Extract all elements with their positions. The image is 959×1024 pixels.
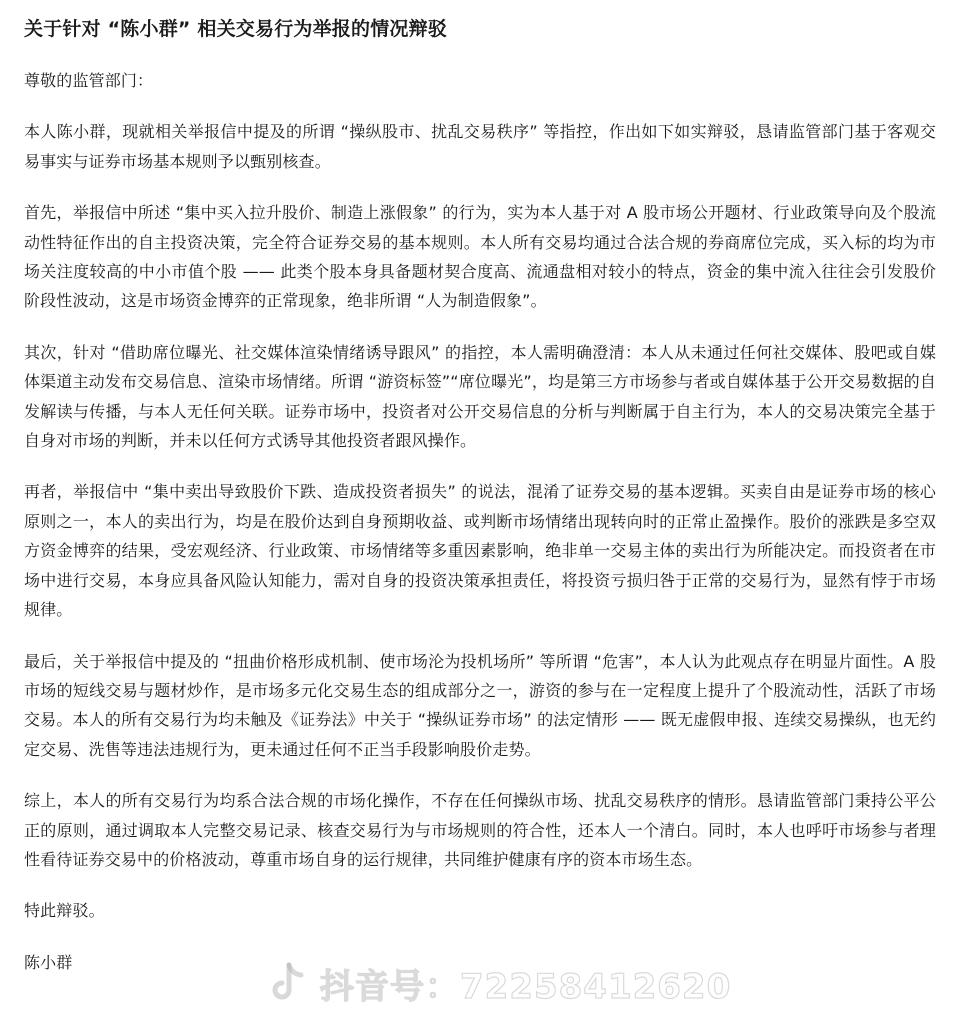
paragraph: 本人陈小群，现就相关举报信中提及的所谓 “操纵股市、扰乱交易秩序” 等指控，作出如下如实辩驳，恳请监管部门基于客观交易事实与证券市场基本规则予以甄别核查。	[24, 122, 936, 171]
signature: 陈小群	[24, 952, 73, 972]
document-title: 关于针对 “陈小群” 相关交易行为举报的情况辩驳	[24, 18, 448, 40]
paragraph: 再者，举报信中 “集中卖出导致股价下跌、造成投资者损失” 的说法，混淆了证券交易的基本逻辑。买卖自由是证券市场的核心原则之一，本人的卖出行为，均是在股价达到自身预期收益、或判断市场情绪出现转向时的正常止盈操作。股价的涨跌是多空双方资金博弈的结果，受宏观经济、行业政策、市场情绪等多重因素影响，绝非单一交易主体的卖出行为所能决定。而投资者在市场中进行交易，本身应具备风险认知能力，需对自身的投资决策承担责任，将投资亏损归咎于正常的交易行为，显然有悖于市场规律。	[24, 482, 936, 620]
watermark-text: 抖音号：72258412620	[320, 966, 732, 1007]
salutation: 尊敬的监管部门：	[24, 71, 154, 90]
paragraph: 综上，本人的所有交易行为均系合法合规的市场化操作，不存在任何操纵市场、扰乱交易秩序的情形。恳请监管部门秉持公平公正的原则，通过调取本人完整交易记录、核查交易行为与市场规则的符合性，还本人一个清白。同时，本人也呼吁市场参与者理性看待证券交易中的价格波动，尊重市场自身的运行规律，共同维护健康有序的资本市场生态。	[24, 791, 936, 869]
paragraph: 首先，举报信中所述 “集中买入拉升股价、制造上涨假象” 的行为，实为本人基于对 A 股市场公开题材、行业政策导向及个股流动性特征作出的自主投资决策，完全符合证券交易的基本规则。本人所有交易均通过合法合规的券商席位完成，买入标的均为市场关注度较高的中小市值个股 —— 此类个股本身具备题材契合度高、流通盘相对较小的特点，资金的集中流入往往会引发股价阶段性波动，这是市场资金博弈的正常现象，绝非所谓 “人为制造假象”。	[24, 203, 936, 311]
document	[24, 14, 936, 977]
paragraph: 最后，关于举报信中提及的 “扭曲价格形成机制、使市场沦为投机场所” 等所谓 “危害”，本人认为此观点存在明显片面性。A 股市场的短线交易与题材炒作，是市场多元化交易生态的组成部分之一，游资的参与在一定程度上提升了个股流动性，活跃了市场交易。本人的所有交易行为均未触及《证券法》中关于 “操纵证券市场” 的法定情形 —— 既无虚假申报、连续交易操纵，也无约定交易、洗售等违法违规行为，更未通过任何不正当手段影响股价走势。	[24, 651, 936, 759]
paragraph: 其次，针对 “借助席位曝光、社交媒体渲染情绪诱导跟风” 的指控，本人需明确澄清：本人从未通过任何社交媒体、股吧或自媒体渠道主动发布交易信息、渲染市场情绪。所谓 “游资标签”“席位曝光”，均是第三方市场参与者或自媒体基于公开交易数据的自发解读与传播，与本人无任何关联。证券市场中，投资者对公开交易信息的分析与判断属于自主行为，本人的交易决策完全基于自身对市场的判断，并未以任何方式诱导其他投资者跟风操作。	[24, 342, 936, 451]
closing-line: 特此辩驳。	[24, 901, 105, 921]
